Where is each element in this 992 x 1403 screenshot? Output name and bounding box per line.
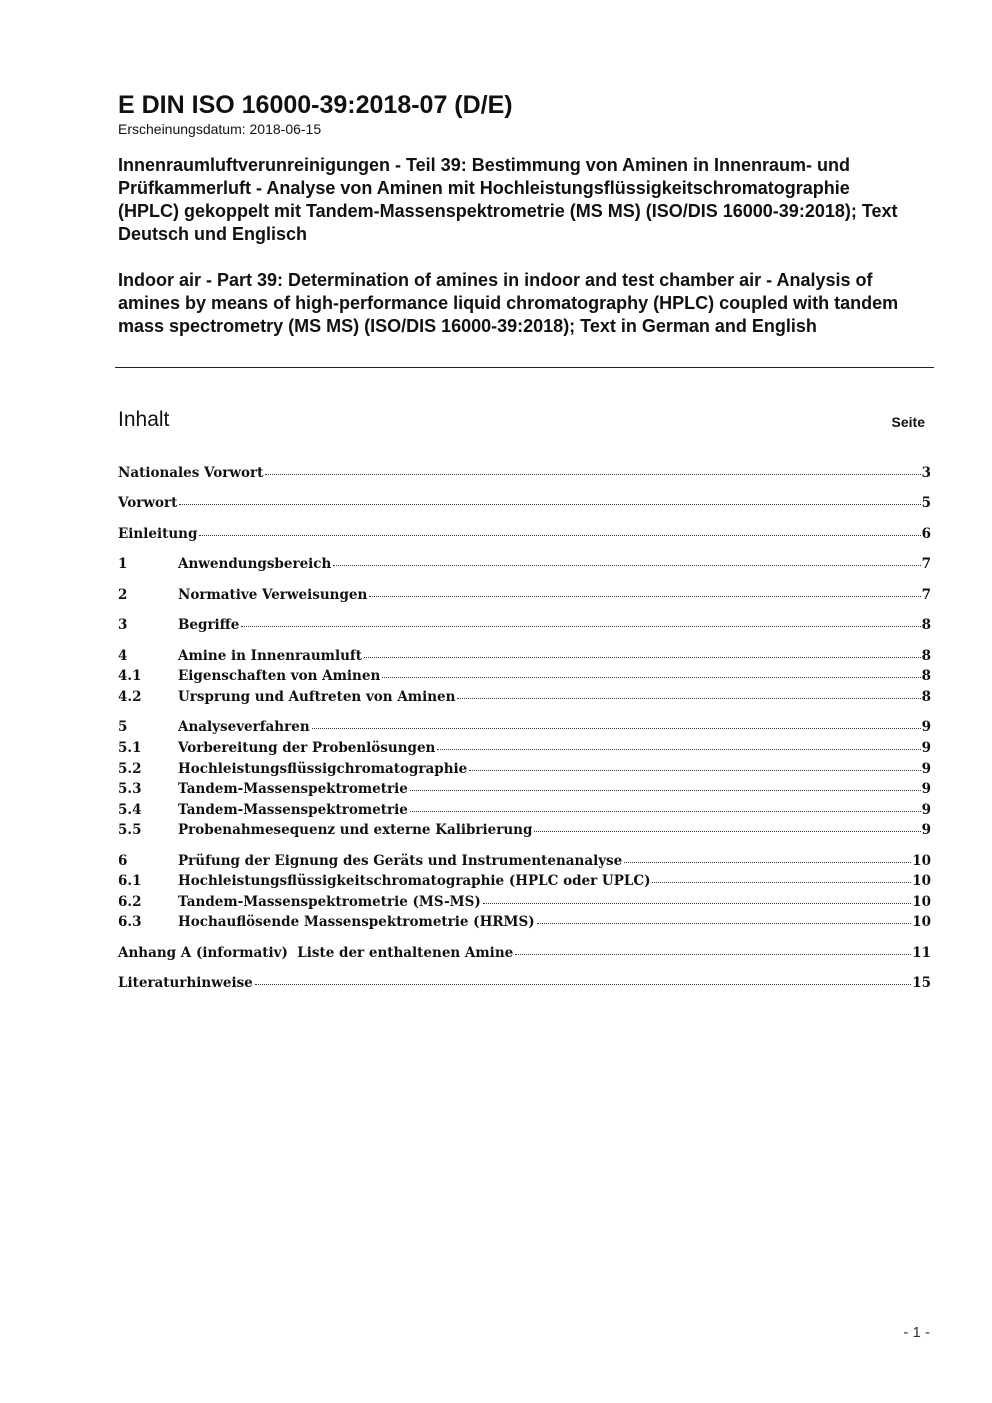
toc-leader-dots bbox=[265, 463, 920, 477]
toc-leader-dots bbox=[241, 615, 920, 629]
toc-entry-number: 5.4 bbox=[118, 802, 142, 818]
toc-entry-2[interactable] bbox=[118, 585, 931, 605]
toc-entry-title: Analyseverfahren bbox=[178, 719, 310, 735]
toc-leader-dots bbox=[179, 493, 920, 507]
toc-entry-6[interactable] bbox=[118, 851, 931, 871]
toc-leader-dots bbox=[312, 717, 921, 731]
toc-entry-title: Anwendungsbereich bbox=[178, 556, 332, 572]
toc-entry-literaturhinweise[interactable] bbox=[118, 973, 931, 993]
toc-entry-page: 10 bbox=[912, 853, 931, 869]
toc-entry-6-3[interactable] bbox=[118, 912, 931, 932]
toc-entry-page: 8 bbox=[921, 617, 931, 633]
toc-leader-dots bbox=[333, 554, 920, 568]
toc-entry-page: 10 bbox=[912, 894, 931, 910]
toc-entry-number: 5.3 bbox=[118, 781, 142, 797]
toc-entry-5-1[interactable] bbox=[118, 738, 931, 758]
toc-entry-number: 5 bbox=[118, 719, 128, 735]
toc-entry-page: 9 bbox=[921, 781, 931, 797]
toc-entry-4-1[interactable] bbox=[118, 666, 931, 686]
toc-entry-5-5[interactable] bbox=[118, 820, 931, 840]
toc-entry-page: 9 bbox=[921, 740, 931, 756]
toc-entry-number: 1 bbox=[118, 556, 128, 572]
toc-entry-page: 9 bbox=[921, 719, 931, 735]
toc-entry-number: 4 bbox=[118, 648, 128, 664]
toc-entry-number: 5.2 bbox=[118, 761, 142, 777]
toc-page-label: Seite bbox=[891, 414, 925, 430]
title-english: Indoor air - Part 39: Determination of amines in indoor and test chamber air - Analysis of amines by means of high-performance liquid chromatography (HPLC) coupled with tandem mass spectrometry (MS MS) (ISO/DIS 16000-39:2018); Text in German and English bbox=[118, 270, 899, 336]
toc-leader-dots bbox=[469, 759, 920, 773]
toc-entry-number: 4.2 bbox=[118, 689, 142, 705]
toc-leader-dots bbox=[199, 524, 920, 538]
toc-leader-dots bbox=[410, 779, 921, 793]
toc-leader-dots bbox=[652, 871, 911, 885]
toc-leader-dots bbox=[457, 687, 920, 701]
toc-leader-dots bbox=[437, 738, 920, 752]
toc-entry-number: 6 bbox=[118, 853, 128, 869]
toc-leader-dots bbox=[382, 666, 920, 680]
toc-entry-title: Tandem-Massenspektrometrie (MS-MS) bbox=[178, 894, 481, 910]
toc-entry-page: 9 bbox=[921, 761, 931, 777]
toc-entry-4[interactable] bbox=[118, 646, 931, 666]
toc-entry-number: 3 bbox=[118, 617, 128, 633]
toc-leader-dots bbox=[515, 943, 911, 957]
toc-entry-title: Prüfung der Eignung des Geräts und Instrumentenanalyse bbox=[178, 853, 623, 869]
toc-entry-5-4[interactable] bbox=[118, 800, 931, 820]
toc-entry-page: 11 bbox=[912, 945, 931, 961]
toc-entry-4-2[interactable] bbox=[118, 687, 931, 707]
toc-leader-dots bbox=[624, 851, 911, 865]
toc-entry-title: Hochleistungsflüssigkeitschromatographie (HPLC oder UPLC) bbox=[178, 873, 651, 889]
toc-entry-title: Hochleistungsflüssigchromatographie bbox=[178, 761, 468, 777]
toc-entry-title: Begriffe bbox=[178, 617, 240, 633]
toc-entry-5-3[interactable] bbox=[118, 779, 931, 799]
toc-entry-number: 6.2 bbox=[118, 894, 142, 910]
toc-entry-page: 10 bbox=[912, 914, 931, 930]
toc-entry-page: 7 bbox=[921, 587, 931, 603]
toc-entry-number: 5.5 bbox=[118, 822, 142, 838]
toc-entry-1[interactable] bbox=[118, 554, 931, 574]
toc-entry-number: 2 bbox=[118, 587, 128, 603]
toc-entry-title: Anhang A (informativ) Liste der enthaltenen Amine bbox=[118, 945, 514, 961]
toc-entry-anhang-a[interactable] bbox=[118, 943, 931, 963]
toc-entry-title: Probenahmesequenz und externe Kalibrierung bbox=[178, 822, 533, 838]
toc-entry-title: Vorbereitung der Probenlösungen bbox=[178, 740, 436, 756]
toc-entry-page: 7 bbox=[921, 556, 931, 572]
toc-leader-dots bbox=[537, 912, 912, 926]
toc-entry-page: 8 bbox=[921, 668, 931, 684]
toc-entry-title: Tandem-Massenspektrometrie bbox=[178, 781, 408, 797]
document-header bbox=[118, 90, 934, 338]
toc-entry-5-2[interactable] bbox=[118, 759, 931, 779]
publication-date: Erscheinungsdatum: 2018-06-15 bbox=[118, 121, 322, 137]
toc-entry-page: 3 bbox=[921, 465, 931, 481]
toc-entry-title: Normative Verweisungen bbox=[178, 587, 368, 603]
toc-entry-page: 8 bbox=[921, 648, 931, 664]
toc-entry-page: 15 bbox=[912, 975, 931, 991]
toc-entry-number: 4.1 bbox=[118, 668, 142, 684]
toc-entry-number: 5.1 bbox=[118, 740, 142, 756]
toc-entry-title: Vorwort bbox=[118, 495, 178, 511]
toc-entry-title: Einleitung bbox=[118, 526, 198, 542]
toc-entry-5[interactable] bbox=[118, 717, 931, 737]
toc-entry-6-2[interactable] bbox=[118, 892, 931, 912]
toc-entry-page: 9 bbox=[921, 822, 931, 838]
toc-entry-vorwort[interactable] bbox=[118, 493, 931, 513]
page-number: - 1 - bbox=[903, 1324, 930, 1341]
toc-leader-dots bbox=[534, 820, 920, 834]
toc-entry-page: 9 bbox=[921, 802, 931, 818]
toc-entry-title: Hochauflösende Massenspektrometrie (HRMS) bbox=[178, 914, 535, 930]
toc-leader-dots bbox=[255, 973, 911, 987]
toc-leader-dots bbox=[369, 585, 920, 599]
toc-entry-title: Eigenschaften von Aminen bbox=[178, 668, 381, 684]
toc-entry-page: 5 bbox=[921, 495, 931, 511]
toc-entry-nationales-vorwort[interactable] bbox=[118, 463, 931, 483]
toc-entry-number: 6.1 bbox=[118, 873, 142, 889]
header-divider bbox=[115, 367, 934, 368]
toc-leader-dots bbox=[364, 646, 921, 660]
toc-entry-einleitung[interactable] bbox=[118, 524, 931, 544]
toc-entry-page: 8 bbox=[921, 689, 931, 705]
toc-entry-page: 6 bbox=[921, 526, 931, 542]
toc-heading: Inhalt bbox=[118, 408, 170, 431]
toc-entry-title: Amine in Innenraumluft bbox=[178, 648, 362, 664]
title-german: Innenraumluftverunreinigungen - Teil 39: Bestimmung von Aminen in Innenraum- und Prüfkammerluft - Analyse von Aminen mit Hochleistungsflüssigkeitschromatographie (HPLC) gekoppelt mit Tandem-Massenspektrometrie (MS MS) (ISO/DIS 16000-39:2018); Text Deutsch und Englisch bbox=[118, 155, 898, 244]
toc-entry-6-1[interactable] bbox=[118, 871, 931, 891]
toc-entry-title: Ursprung und Auftreten von Aminen bbox=[178, 689, 456, 705]
toc-leader-dots bbox=[410, 800, 921, 814]
toc-entry-3[interactable] bbox=[118, 615, 931, 635]
toc-entry-title: Tandem-Massenspektrometrie bbox=[178, 802, 408, 818]
toc-leader-dots bbox=[483, 892, 911, 906]
document-id: E DIN ISO 16000-39:2018-07 (D/E) bbox=[118, 91, 513, 119]
toc-entry-number: 6.3 bbox=[118, 914, 142, 930]
toc-entry-page: 10 bbox=[912, 873, 931, 889]
toc-entry-title: Literaturhinweise bbox=[118, 975, 253, 991]
toc-entry-title: Nationales Vorwort bbox=[118, 465, 264, 481]
